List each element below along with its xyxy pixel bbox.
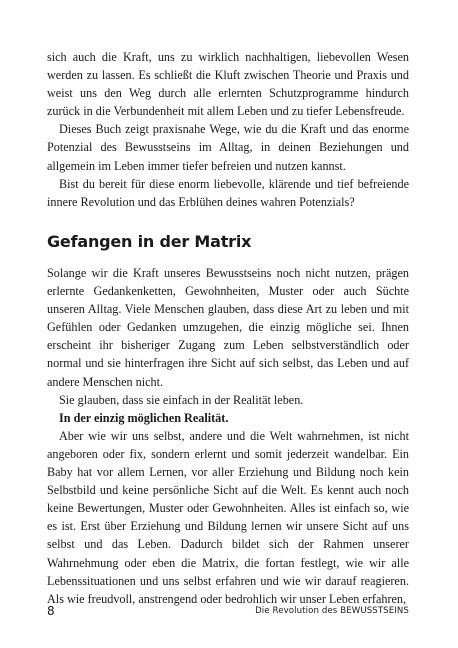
section-body: [47, 264, 409, 608]
section-heading: Gefangen in der Matrix: [47, 232, 252, 251]
paragraph: Sie glauben, dass sie einfach in der Realität leben.: [59, 392, 304, 407]
emphasized-paragraph: In der einzig möglichen Realität.: [59, 410, 229, 425]
paragraph: sich auch die Kraft, uns zu wirklich nachhaltigen, liebevollen Wesen werden zu lassen. Es schließt die Kluft zwischen Theorie und Praxis und weist uns den Weg durch alle erlernten Schutzprogramme hindurch zurück in die Verbundenheit mit allem Leben und zu tiefer Lebensfreude.: [47, 50, 409, 119]
paragraph: Dieses Buch zeigt praxisnahe Wege, wie du die Kraft und das enorme Potenzial des Bewusstseins im Alltag, in deinen Beziehungen und allgemein im Leben immer tiefer befreien und nutzen kannst.: [47, 122, 409, 173]
intro-text-block: [47, 48, 409, 211]
paragraph: Bist du bereit für diese enorm liebevolle, klärende und tief befreiende innere Revolution und das Erblühen deines wahren Potenzials?: [47, 176, 409, 209]
page-footer: [47, 604, 409, 620]
page-number: 8: [47, 604, 55, 618]
paragraph: Aber wie wir uns selbst, andere und die Welt wahrnehmen, ist nicht angeboren oder fix, sondern erlernt und somit jederzeit wandelbar. Ein Baby hat vor allem Lernen, vor aller Erziehung und Bildung noch kein Selbstbild und keine persönliche Sicht auf die Welt. Es kennt auch noch keine Bewertungen, Muster oder Gewohnheiten. Alles ist einfach so, wie es ist. Erst über Erziehung und Bildung lernen wir unsere Sicht auf uns selbst und das Leben. Dadurch bildet sich der Rahmen unserer Wahrnehmung oder eben die Matrix, die fortan festlegt, wie wir alle Lebenssituationen und uns selbst erfahren und wie wir darauf reagieren. Als wie freudvoll, anstrengend oder bedrohlich wir unser Leben erfahren,: [47, 428, 409, 606]
paragraph: Solange wir die Kraft unseres Bewusstseins noch nicht nutzen, prägen erlernte Gedankenketten, Gewohnheiten, Muster oder auch Süchte unseren Alltag. Viele Menschen glauben, dass diese Art zu leben und mit Gefühlen oder Gedanken umzugehen, die einzig mögliche sei. Ihnen erscheint ihr bisheriger Zugang zum Leben selbstverständlich oder normal und sie hinterfragen ihre Sicht auf sich selbst, das Leben und auf andere Menschen nicht.: [47, 266, 409, 389]
running-head: Die Revolution des BEWUSSTSEINS: [255, 606, 409, 616]
